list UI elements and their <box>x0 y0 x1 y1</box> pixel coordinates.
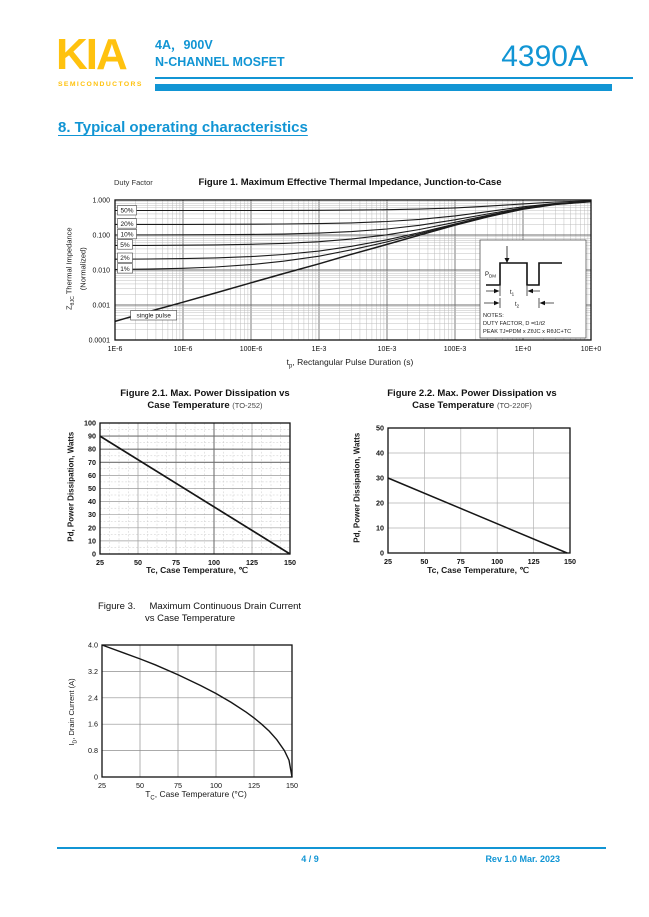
svg-text:100E-6: 100E-6 <box>239 346 263 353</box>
header-rule-thick <box>155 84 612 91</box>
svg-text:0.001: 0.001 <box>92 302 110 310</box>
svg-text:0: 0 <box>92 549 96 559</box>
svg-text:30: 30 <box>376 473 384 483</box>
svg-text:1.6: 1.6 <box>88 719 98 729</box>
svg-text:3.2: 3.2 <box>88 666 98 676</box>
figure2-2-y-axis-label: Pd, Power Dissipation, Watts <box>352 432 362 543</box>
figure2-1-package: (TO-252) <box>232 401 263 410</box>
svg-text:DUTY FACTOR, D =t1/t2: DUTY FACTOR, D =t1/t2 <box>483 321 546 327</box>
footer-rule <box>57 847 606 849</box>
svg-text:20: 20 <box>88 523 96 533</box>
svg-text:100E-3: 100E-3 <box>443 346 467 353</box>
svg-text:5%: 5% <box>120 241 130 249</box>
svg-text:0.100: 0.100 <box>92 232 110 240</box>
svg-text:75: 75 <box>456 557 465 566</box>
spec-rating: 4A，900V <box>155 38 213 52</box>
section-heading: 8. Typical operating characteristics <box>58 119 308 136</box>
svg-text:10E+0: 10E+0 <box>580 346 602 353</box>
svg-text:0: 0 <box>94 772 98 782</box>
svg-text:25: 25 <box>96 558 104 567</box>
svg-text:25: 25 <box>384 557 392 566</box>
svg-text:PDM: $P_{DM}$ <box>485 272 497 279</box>
figure2-2-x-axis-label: Tc, Case Temperature, ℃ <box>427 565 529 575</box>
svg-text:NOTES:: NOTES: <box>483 313 504 319</box>
svg-text:2.4: 2.4 <box>88 693 98 703</box>
figure2-2-title: Figure 2.2. Max. Power Dissipation vs Case Temperature (TO-220F) <box>387 388 557 411</box>
svg-text:75: 75 <box>172 558 180 567</box>
svg-text:100: 100 <box>84 418 96 428</box>
svg-text:10E-3: 10E-3 <box>377 346 397 353</box>
svg-text:50: 50 <box>134 558 142 567</box>
figure2-1-title: Figure 2.1. Max. Power Dissipation vs Case Temperature (TO-252) <box>120 388 290 411</box>
footer-page-number: 4 / 9 <box>301 854 319 864</box>
figure2-2-package: (TO-220F) <box>496 401 532 410</box>
svg-text:125: 125 <box>527 557 540 566</box>
svg-text:1%: 1% <box>120 265 130 273</box>
svg-text:100: 100 <box>208 558 220 567</box>
svg-text:1E-6: 1E-6 <box>107 346 123 353</box>
kia-logo: KIA <box>56 30 126 79</box>
figure2-2-power-dissipation-chart <box>348 415 598 575</box>
svg-text:1E-3: 1E-3 <box>311 346 327 353</box>
figure3-title: Figure 3. Maximum Continuous Drain Current vs Case Temperature <box>98 601 302 624</box>
svg-text:single pulse: single pulse <box>136 312 171 320</box>
figure2-1-y-axis-label: Pd, Power Dissipation, Watts <box>66 431 76 542</box>
svg-text:20: 20 <box>376 498 384 508</box>
svg-text:25: 25 <box>98 781 106 790</box>
svg-text:50: 50 <box>136 781 144 790</box>
device-spec <box>155 37 285 71</box>
svg-text:0.8: 0.8 <box>88 746 98 756</box>
logo-subtitle: SEMICONDUCTORS <box>58 81 143 88</box>
svg-text:2%: 2% <box>120 255 130 263</box>
header-rule-thin <box>155 77 633 79</box>
spec-type: N-CHANNEL MOSFET <box>155 55 285 69</box>
svg-text:60: 60 <box>88 470 96 480</box>
svg-text:90: 90 <box>88 431 96 441</box>
svg-text:100: 100 <box>491 557 504 566</box>
figure3-x-axis-label: $T_C$, Case Temperature (°C) <box>145 789 247 802</box>
svg-text:1.000: 1.000 <box>92 197 110 205</box>
svg-text:40: 40 <box>376 448 384 458</box>
figure2-1-x-axis-label: Tc, Case Temperature, ℃ <box>146 565 248 575</box>
svg-text:10: 10 <box>376 523 384 533</box>
svg-text:1E+0: 1E+0 <box>514 346 532 353</box>
figure2-1-power-dissipation-chart <box>60 415 310 575</box>
svg-text:75: 75 <box>174 781 182 790</box>
figure3-drain-current-chart <box>62 638 307 798</box>
svg-text:70: 70 <box>88 457 96 467</box>
svg-text:30: 30 <box>88 510 96 520</box>
part-number: 4390A <box>501 40 588 73</box>
figure1-y-axis-label: $Z_{\theta JC}$ Thermal Impedance (Normalized) <box>64 227 88 311</box>
svg-text:4.0: 4.0 <box>88 640 98 650</box>
svg-text:50%: 50% <box>120 207 134 215</box>
svg-text:0.0001: 0.0001 <box>88 337 110 345</box>
footer-revision: Rev 1.0 Mar. 2023 <box>485 854 560 864</box>
svg-text:10%: 10% <box>120 231 134 239</box>
svg-text:40: 40 <box>88 497 96 507</box>
svg-text:t2: $t_2$ <box>515 302 520 309</box>
svg-text:100: 100 <box>210 781 222 790</box>
svg-text:150: 150 <box>564 557 576 566</box>
figure1-x-axis-label: $t_p$, Rectangular Pulse Duration (s) <box>286 357 414 370</box>
svg-text:0: 0 <box>380 548 384 558</box>
svg-text:125: 125 <box>248 781 260 790</box>
svg-text:150: 150 <box>286 781 298 790</box>
svg-text:50: 50 <box>420 557 429 566</box>
svg-text:10: 10 <box>88 536 96 546</box>
svg-text:10E-6: 10E-6 <box>173 346 193 353</box>
figure1-duty-factor-label: Duty Factor <box>114 178 153 187</box>
svg-text:0.010: 0.010 <box>92 267 110 275</box>
figure3-y-axis-label: $I_D$, Drain Current (A) <box>67 678 79 746</box>
svg-text:20%: 20% <box>120 220 134 228</box>
svg-text:50: 50 <box>88 484 96 493</box>
svg-text:125: 125 <box>246 558 258 567</box>
svg-text:150: 150 <box>284 558 296 567</box>
figure1-thermal-impedance-chart <box>55 190 630 385</box>
svg-text:PEAK TJ=PDM x ZθJC x RθJC+TC: PEAK TJ=PDM x ZθJC x RθJC+TC <box>483 329 572 335</box>
svg-text:50: 50 <box>376 423 384 433</box>
svg-text:t1: $t_1$ <box>510 290 515 297</box>
figure1-title: Figure 1. Maximum Effective Thermal Impedance, Junction-to-Case <box>198 177 502 188</box>
svg-text:80: 80 <box>88 444 96 454</box>
